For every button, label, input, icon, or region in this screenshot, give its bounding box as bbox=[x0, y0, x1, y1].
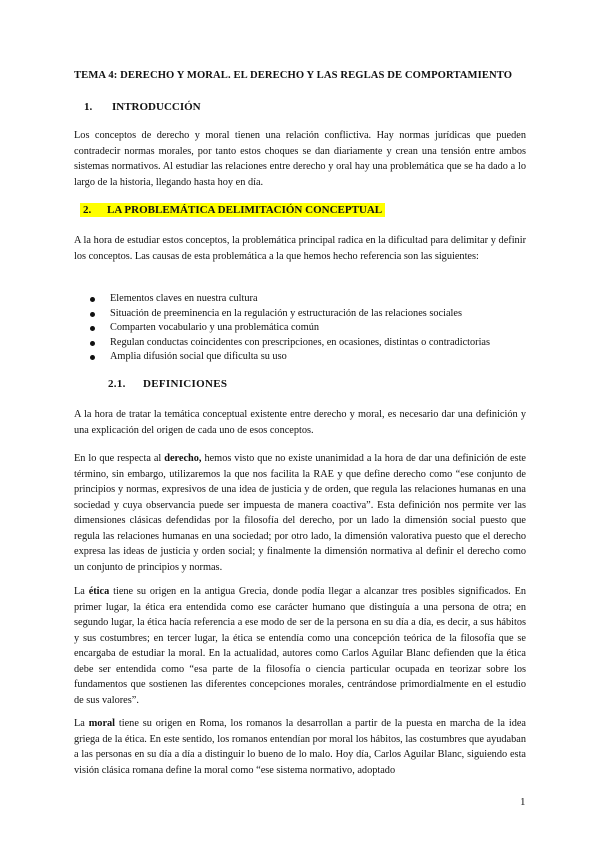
causes-list bbox=[74, 292, 526, 365]
section-title: LA PROBLEMÁTICA DELIMITACIÓN CONCEPTUAL bbox=[107, 204, 383, 216]
document-title: TEMA 4: DERECHO Y MORAL. EL DERECHO Y LAS REGLAS DE COMPORTAMIENTO bbox=[74, 70, 513, 81]
section-title: DEFINICIONES bbox=[143, 378, 228, 390]
bullet-icon bbox=[90, 297, 95, 302]
problematica-paragraph: A la hora de estudiar estos conceptos, la problemática principal radica en la dificultad para delimitar y definir los conceptos. Las causas de esta problemática a la que hemos hecho referencia son las siguientes: bbox=[74, 235, 526, 262]
term-derecho: derecho, bbox=[164, 453, 202, 464]
definiciones-intro-paragraph: A la hora de tratar la temática conceptual existente entre derecho y moral, es necesario dar una definición y una explicación del origen de cada uno de esos conceptos. bbox=[74, 409, 526, 436]
derecho-paragraph: En lo que respecta al derecho, hemos visto que no existe unanimidad a la hora de dar una definición de este término, sin embargo, utilizaremos la que nos facilita la RAE y que define derecho como “ese conjunto de principios y normas, expresivos de una idea de justicia y de orden, que regula las relaciones humanas en una sociedad y cuya observancia puede ser impuesta de manera coactiva”. Esta definición nos permite ver las dimensiones clásicas defendidas por la filosofía del derecho, por un lado la dimensión social puesto que regula las relaciones humanas en una sociedad; por otro lado, la dimensión valorativa puesto que el derecho expresa las ideas de justicia y orden social; y finalmente la dimensión normativa al definir el derecho como un conjunto de principios y normas. bbox=[74, 453, 526, 573]
section-number: 2.1. bbox=[108, 378, 126, 390]
section-number: 1. bbox=[84, 101, 93, 113]
term-moral: moral bbox=[88, 718, 116, 729]
section-heading-introduccion bbox=[84, 101, 201, 113]
list-item: Amplia difusión social que dificulta su uso bbox=[74, 350, 526, 365]
list-item: Situación de preeminencia en la regulación y estructuración de las relaciones sociales bbox=[74, 307, 526, 322]
section-title: INTRODUCCIÓN bbox=[112, 101, 201, 113]
bullet-icon bbox=[90, 326, 95, 331]
list-item: Regulan conductas coincidentes con prescripciones, en ocasiones, distintas o contradictorias bbox=[74, 336, 526, 351]
list-item: Comparten vocabulario y una problemática común bbox=[74, 321, 526, 336]
etica-paragraph: La ética tiene su origen en la antigua Grecia, donde podía llegar a alcanzar tres posibles significados. En primer lugar, la ética era entendida como ese carácter humano que distinguía a una persona de otra; en segundo lugar, la ética hacía referencia a ese modo de ser de la persona en su día a día, es decir, a sus hábitos y sus costumbres; en tercer lugar, la ética se entendía como una concepción teórica de la filosofía que se encargaba de estudiar la moral. En la actualidad, autores como Carlos Aguilar Blanc defienden que la ética debe ser entendida como “esa parte de la filosofía o ciencia particular ocupada en teorizar sobre los fundamentos que sostienen las diferentes concepciones morales, centrándose primordialmente en el estudio de sus valores”. bbox=[74, 586, 527, 706]
section-number: 2. bbox=[83, 204, 92, 216]
bullet-icon bbox=[90, 312, 95, 317]
bullet-icon bbox=[90, 341, 95, 346]
section-heading-problematica bbox=[80, 203, 385, 217]
section-heading-definiciones bbox=[108, 378, 227, 390]
list-item: Elementos claves en nuestra cultura bbox=[74, 292, 526, 307]
moral-paragraph: La moral tiene su origen en Roma, los romanos la desarrollan a partir de la puesta en marcha de la idea griega de la ética. En este sentido, los romanos entendían por moral los hábitos, las costumbres que ayudaban a las personas en su día a día a distinguir lo bueno de lo malo. Hoy día, Carlos Aguilar Blanc, siguiendo esta visión clásica romana define la moral como “ese sistema normativo, adoptado bbox=[74, 718, 526, 776]
intro-paragraph: Los conceptos de derecho y moral tienen una relación conflictiva. Hay normas jurídicas que pueden contradecir normas morales, por tanto estos choques se dan diariamente y crean una tensión entre ambos sistemas normativos. Al estudiar las relaciones entre derecho y oral hay una problemática que se ha dado a lo largo de la historia, llegando hasta hoy en día. bbox=[74, 130, 526, 188]
page-number: 1 bbox=[520, 796, 526, 808]
bullet-icon bbox=[90, 355, 95, 360]
term-etica: ética bbox=[88, 586, 110, 597]
